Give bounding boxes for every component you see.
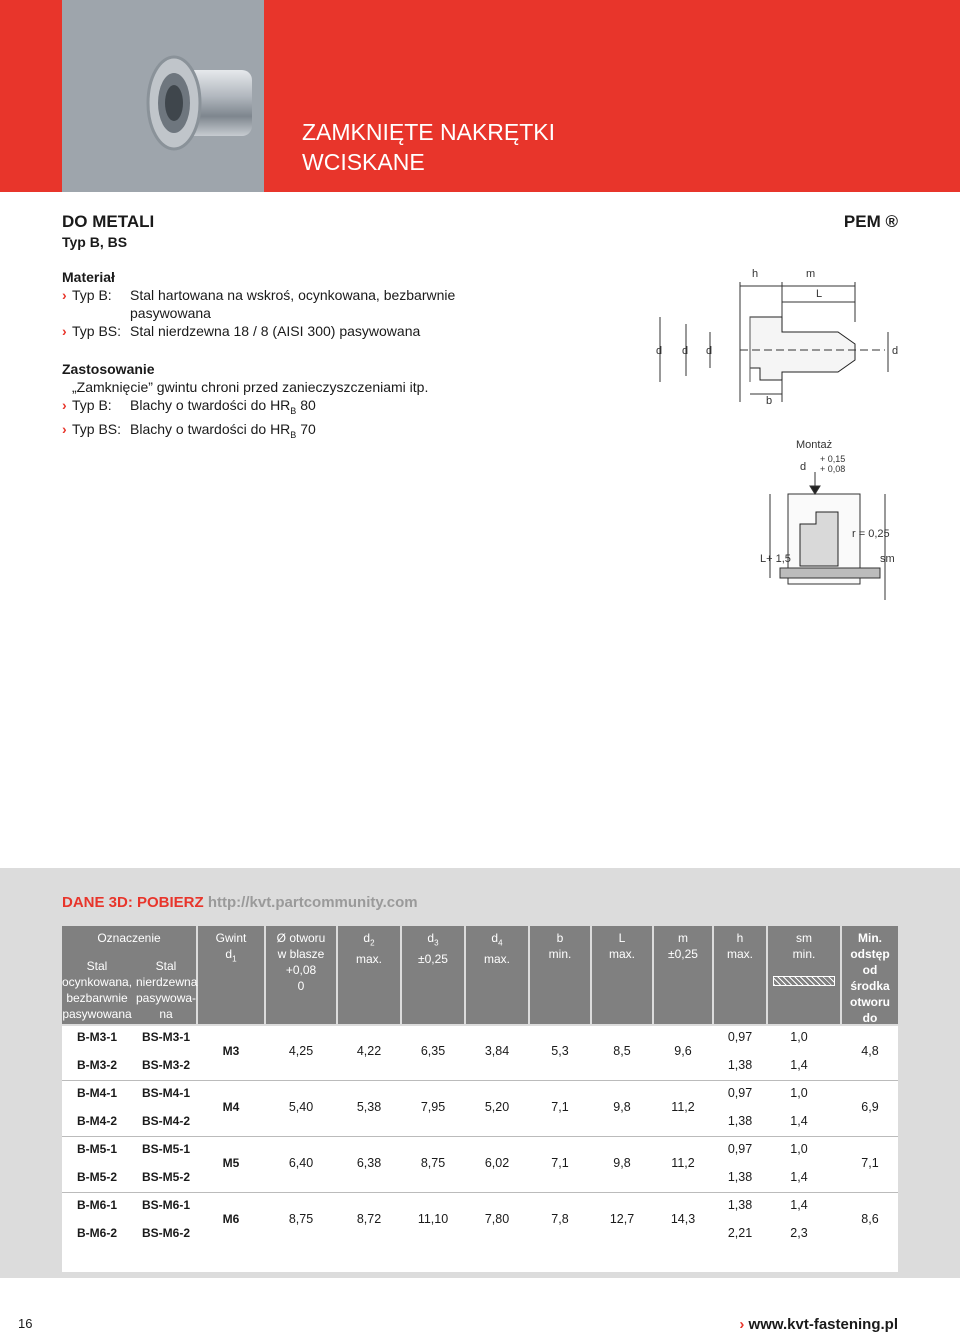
header-text: Ø otworu [276,931,326,945]
header-text: sm [796,931,812,945]
part-code-b: B-M6-2 [76,1226,117,1240]
header-text: pasywowana [62,1007,132,1021]
header-text: min. [792,947,816,961]
d4-value: 3,84 [484,1044,510,1058]
b-value: 7,1 [551,1100,569,1114]
tol-upper-label: + 0,15 [820,454,846,464]
page-title-line1: ZAMKNIĘTE NAKRĘTKI [302,119,556,145]
thread-size: M5 [222,1156,240,1170]
sm-value: 1,4 [790,1170,808,1184]
hole-diameter: 8,75 [288,1212,314,1226]
header-text: max. [483,952,510,967]
part-code-bs: BS-M3-2 [141,1058,190,1072]
bullet-arrow-icon: › [62,397,67,413]
sm-value: 1,4 [790,1114,808,1128]
material-heading: Materiał [62,269,115,285]
header-text: $d_3$ [427,931,439,948]
header-text: odstęp od [850,947,890,977]
m-value: 9,6 [674,1044,692,1058]
header-text: m [678,931,688,945]
usage-sub: B [290,429,297,440]
header-text: max. [608,947,635,961]
sm-value: 1,0 [790,1142,808,1156]
dim-b-label: b [766,395,773,407]
usage-label: Typ B: [72,397,112,413]
d2-value: 6,38 [356,1156,382,1170]
page-title [302,117,942,177]
header-text: +0,08 [285,963,317,977]
sm-value: 1,4 [790,1198,808,1212]
header-stal-nierdz [136,958,196,1022]
part-code-b: B-M6-1 [76,1198,117,1212]
header-subscript: 3 [434,938,439,948]
usage-item [62,396,428,420]
h-value: 1,38 [727,1058,753,1072]
d2-value: 8,72 [356,1212,382,1226]
header-text: $d_2$ [363,931,375,948]
sm-value: 1,4 [790,1058,808,1072]
header-text: bezbarwnie [66,991,128,1005]
d2-value: 4,22 [356,1044,382,1058]
part-code-b: B-M5-1 [76,1142,117,1156]
brand-label: PEM ® [843,212,898,231]
header-gwint [198,926,264,1024]
header-h [714,926,766,1024]
dim-d3-label: d [656,345,663,357]
section-title: DO METALI [62,212,155,231]
header-m [654,926,712,1024]
header-text: $d_4$ [491,931,503,948]
dim-d2-label: d [682,345,689,357]
header-text: ocynkowana, [62,975,133,989]
part-code-bs: BS-M5-1 [141,1142,190,1156]
header-text: środka [850,979,890,993]
h-value: 1,38 [727,1198,753,1212]
b-value: 7,1 [551,1156,569,1170]
header-text: min. [548,947,572,961]
header-L [592,926,652,1024]
header-text: L [618,931,626,945]
h-value: 0,97 [727,1086,753,1100]
m-value: 11,2 [671,1100,695,1114]
b-value: 7,8 [551,1212,569,1226]
header-b [530,926,590,1024]
row-divider [62,1080,898,1081]
header-otwor [266,926,336,1024]
material-text-cont: pasywowana [130,305,211,321]
thread-size: M4 [222,1100,240,1114]
part-code-bs: BS-M6-2 [141,1226,190,1240]
footer-link[interactable] [739,1316,898,1333]
header-text: na [159,1007,173,1021]
sm-value: 1,0 [790,1086,808,1100]
edge-distance: 8,6 [861,1212,879,1226]
header-text: max. [355,952,382,967]
material-text: Stal nierdzewna 18 / 8 (AISI 300) pasywowana [130,323,421,339]
thread-size: M6 [222,1212,240,1226]
dim-m-label: m [806,268,816,280]
bullet-arrow-icon: › [62,420,67,437]
sm-value: 1,0 [790,1030,808,1044]
page-number: 16 [18,1316,33,1331]
download-row [62,894,418,911]
header-text: $d_1$ [225,947,237,964]
section-subtitle: Typ B, BS [62,234,128,250]
header-text: Stal [86,959,108,973]
header-text: w blasze [277,947,325,961]
dim-d4-label: d [892,345,899,357]
d4-value: 6,02 [484,1156,510,1170]
hole-diameter: 4,25 [288,1044,314,1058]
header-oznaczenie-label: Oznaczenie [97,931,161,945]
hole-diameter: 5,40 [288,1100,314,1114]
header-d2 [338,926,400,1024]
material-label: Typ B: [72,287,112,303]
l-plus-label: L+ 1,5 [760,553,791,565]
header-text: nierdzewna [136,975,198,989]
d4-value: 5,20 [484,1100,510,1114]
part-code-bs: BS-M5-2 [141,1170,190,1184]
header-text: ±0,25 [418,952,448,967]
sm-value: 2,3 [790,1226,808,1240]
h-value: 2,21 [727,1226,753,1240]
m-value: 14,3 [670,1212,696,1226]
d3-value: 8,75 [420,1156,446,1170]
part-code-bs: BS-M6-1 [141,1198,190,1212]
download-label: DANE 3D: POBIERZ [62,894,204,911]
material-text: Stal hartowana na wskroś, ocynkowana, bezbarwnie [130,287,456,303]
b-value: 5,3 [551,1044,569,1058]
d2-value: 5,38 [356,1100,382,1114]
sm-label: sm [880,553,895,565]
part-code-b: B-M4-2 [76,1114,117,1128]
header-text: pasywowa- [136,991,197,1005]
bullet-arrow-icon: › [739,1316,749,1333]
d3-value: 11,10 [417,1212,449,1226]
header-text: b [556,931,564,945]
header-d4 [466,926,528,1024]
header-subscript: 2 [370,938,375,948]
usage-block [62,360,428,444]
usage-line: „Zamknięcie” gwintu chroni przed zanieczyszczeniami itp. [72,379,429,395]
edge-distance: 4,8 [861,1044,879,1058]
part-code-bs: BS-M4-2 [141,1114,190,1128]
h-value: 1,38 [727,1114,753,1128]
header-text: Stal [155,959,177,973]
page-title-line2: WCISKANE [302,149,425,175]
part-code-bs: BS-M4-1 [141,1086,190,1100]
dim-l-label: L [816,288,823,300]
hole-diameter: 6,40 [288,1156,314,1170]
header-odstep [842,926,898,1024]
header-text: Min. [858,931,882,945]
product-photo [62,0,264,192]
bullet-arrow-icon: › [62,323,67,339]
usage-value: 70 [300,420,316,437]
part-code-b: B-M3-2 [76,1058,117,1072]
row-divider [62,1192,898,1193]
material-item [62,286,455,304]
header-d3 [402,926,464,1024]
material-label: Typ BS: [72,323,122,339]
header-text: otworu do [850,995,890,1025]
d3-value: 6,35 [420,1044,446,1058]
d4-value: 7,80 [484,1212,510,1226]
h-value: 0,97 [727,1030,753,1044]
technical-drawing [640,262,960,612]
nut-photo-icon [62,0,264,192]
usage-heading: Zastosowanie [62,361,155,377]
header-subscript: 4 [498,938,503,948]
h-value: 1,38 [727,1170,753,1184]
bullet-arrow-icon: › [62,287,67,303]
footer-url-text: www.kvt-fastening.pl [748,1316,898,1333]
l-value: 12,7 [609,1212,635,1226]
sheet-thickness-icon [773,976,835,986]
usage-text: Blachy o twardości do HR [130,420,291,437]
part-code-bs: BS-M3-1 [141,1030,190,1044]
usage-sub: B [290,405,297,416]
usage-value: 80 [300,397,316,413]
row-divider [62,1136,898,1137]
radius-label: r = 0,25 [852,528,890,540]
part-code-b: B-M4-1 [76,1086,117,1100]
tol-d-label: d [800,461,807,473]
dim-d1-label: d [706,345,713,357]
header-stal-ocynk [62,958,132,1022]
l-value: 9,8 [613,1156,631,1170]
part-code-b: B-M3-1 [76,1030,117,1044]
dim-h-label: h [752,268,759,280]
tol-lower-label: + 0,08 [820,464,846,474]
header-text: Gwint [215,931,247,945]
usage-item [62,420,428,444]
header-text: ±0,25 [668,947,698,961]
usage-text: Blachy o twardości do HR [130,397,291,413]
header-sm [768,926,840,1024]
part-code-b: B-M5-2 [76,1170,117,1184]
edge-distance: 6,9 [861,1100,879,1114]
header-text: 0 [297,979,305,993]
header-text: h [736,931,744,945]
l-value: 9,8 [613,1100,631,1114]
thread-size: M3 [222,1044,240,1058]
l-value: 8,5 [613,1044,631,1058]
h-value: 0,97 [727,1142,753,1156]
material-block [62,268,455,340]
montaz-label: Montaż [796,439,833,451]
download-link[interactable]: http://kvt.partcommunity.com [207,894,418,911]
material-item [62,322,455,340]
edge-distance: 7,1 [861,1156,879,1170]
header-text: max. [726,947,753,961]
m-value: 11,2 [671,1156,695,1170]
usage-label: Typ BS: [72,420,122,437]
d3-value: 7,95 [420,1100,446,1114]
header-subscript: 1 [232,954,237,964]
